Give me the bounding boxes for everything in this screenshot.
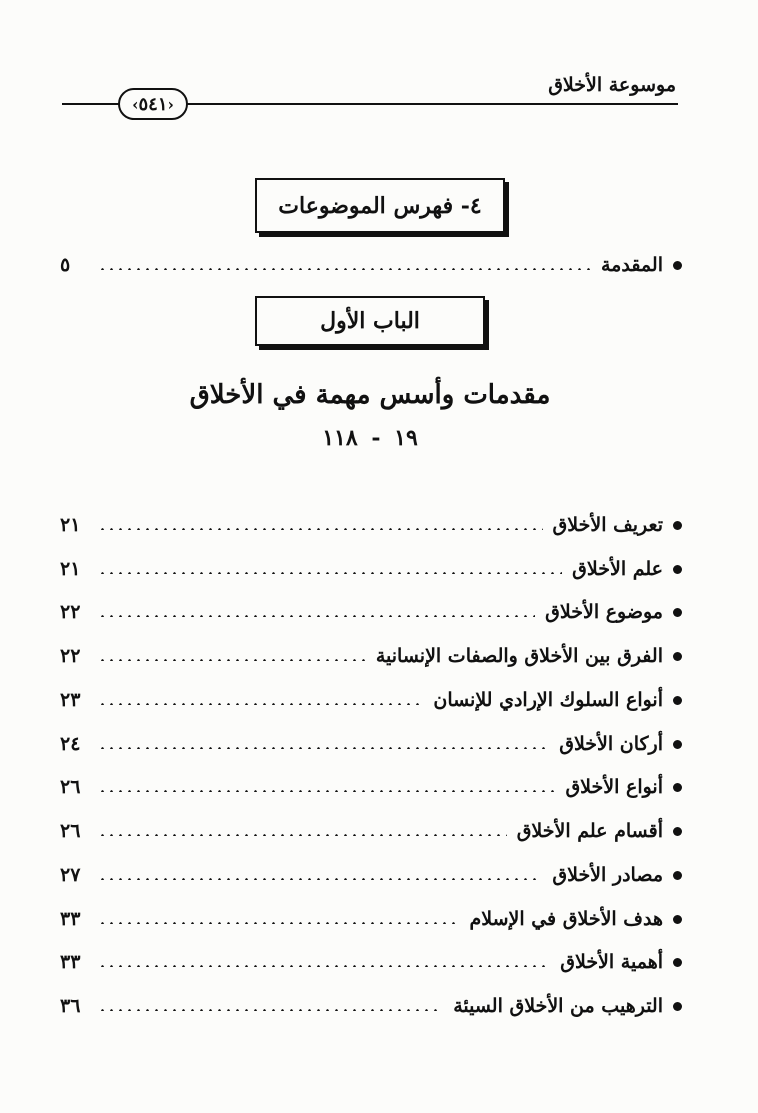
bullet-icon (673, 871, 682, 880)
entry-page: ٥ (60, 254, 71, 276)
toc-entry (60, 597, 682, 627)
toc-entry (60, 816, 682, 846)
bullet-icon (673, 1002, 682, 1011)
entry-page: ٣٣ (60, 908, 81, 930)
entry-page: ٣٦ (60, 995, 81, 1017)
left-bracket-icon: ‹ (132, 94, 139, 114)
bullet-icon (673, 783, 682, 792)
part-page-range: ١٩ - ١١٨ (322, 425, 418, 451)
entry-page: ٢١ (60, 514, 81, 536)
entry-title: الفرق بين الأخلاق والصفات الإنسانية (375, 645, 663, 667)
entry-title: موضوع الأخلاق (545, 601, 663, 623)
page-number-badge (118, 88, 188, 120)
entry-title: أنواع السلوك الإرادي للإنسان (433, 689, 663, 711)
entry-page: ٢٦ (60, 776, 81, 798)
dot-leader (98, 268, 591, 270)
toc-entry (60, 947, 682, 977)
entry-title: تعريف الأخلاق (552, 514, 663, 536)
right-bracket-icon: › (167, 94, 174, 114)
entry-title: أنواع الأخلاق (565, 776, 663, 798)
bullet-icon (673, 827, 682, 836)
entry-page: ٣٣ (60, 951, 81, 973)
dot-leader (98, 834, 507, 836)
entry-page: ٢٦ (60, 820, 81, 842)
dot-leader (98, 790, 555, 792)
entry-page: ٢١ (60, 558, 81, 580)
dot-leader (98, 528, 543, 530)
part-label-box (255, 296, 485, 346)
bullet-icon (673, 608, 682, 617)
dot-leader (98, 922, 459, 924)
entry-title: هدف الأخلاق في الإسلام (469, 908, 663, 930)
part-title: مقدمات وأسس مهمة في الأخلاق (189, 380, 551, 410)
toc-entry (60, 772, 682, 802)
dot-leader (98, 615, 535, 617)
bullet-icon (673, 740, 682, 749)
toc-entry (60, 685, 682, 715)
bullet-icon (673, 652, 682, 661)
toc-entry (60, 991, 682, 1021)
dot-leader (98, 965, 550, 967)
entry-page: ٢٤ (60, 733, 81, 755)
index-title: ٤- فهرس الموضوعات (278, 192, 482, 219)
index-title-box (255, 178, 505, 233)
entry-title: أقسام علم الأخلاق (516, 820, 663, 842)
dot-leader (98, 747, 549, 749)
page-number: ٥٤١ (138, 93, 168, 115)
entry-page: ٢٢ (60, 645, 81, 667)
toc-entry (60, 510, 682, 540)
book-title: موسوعة الأخلاق (548, 74, 676, 96)
entry-page: ٢٧ (60, 864, 81, 886)
toc-entry (60, 641, 682, 671)
bullet-icon (673, 958, 682, 967)
dot-leader (98, 659, 366, 661)
entry-title: أركان الأخلاق (559, 733, 663, 755)
toc-entry (60, 904, 682, 934)
entry-title: علم الأخلاق (572, 558, 663, 580)
part-label: الباب الأول (320, 308, 420, 334)
toc-entry-intro (60, 250, 682, 280)
entry-title: أهمية الأخلاق (560, 951, 663, 973)
dot-leader (98, 572, 562, 574)
bullet-icon (673, 915, 682, 924)
toc-entry (60, 729, 682, 759)
dot-leader (98, 878, 542, 880)
bullet-icon (673, 521, 682, 530)
bullet-icon (673, 696, 682, 705)
entry-title: المقدمة (600, 254, 663, 276)
toc-entry (60, 554, 682, 584)
toc-entry (60, 860, 682, 890)
entry-page: ٢٣ (60, 689, 81, 711)
entry-title: الترهيب من الأخلاق السيئة (453, 995, 663, 1017)
dot-leader (98, 703, 423, 705)
bullet-icon (673, 261, 682, 270)
bullet-icon (673, 565, 682, 574)
dot-leader (98, 1009, 443, 1011)
entry-title: مصادر الأخلاق (552, 864, 663, 886)
entry-page: ٢٢ (60, 601, 81, 623)
